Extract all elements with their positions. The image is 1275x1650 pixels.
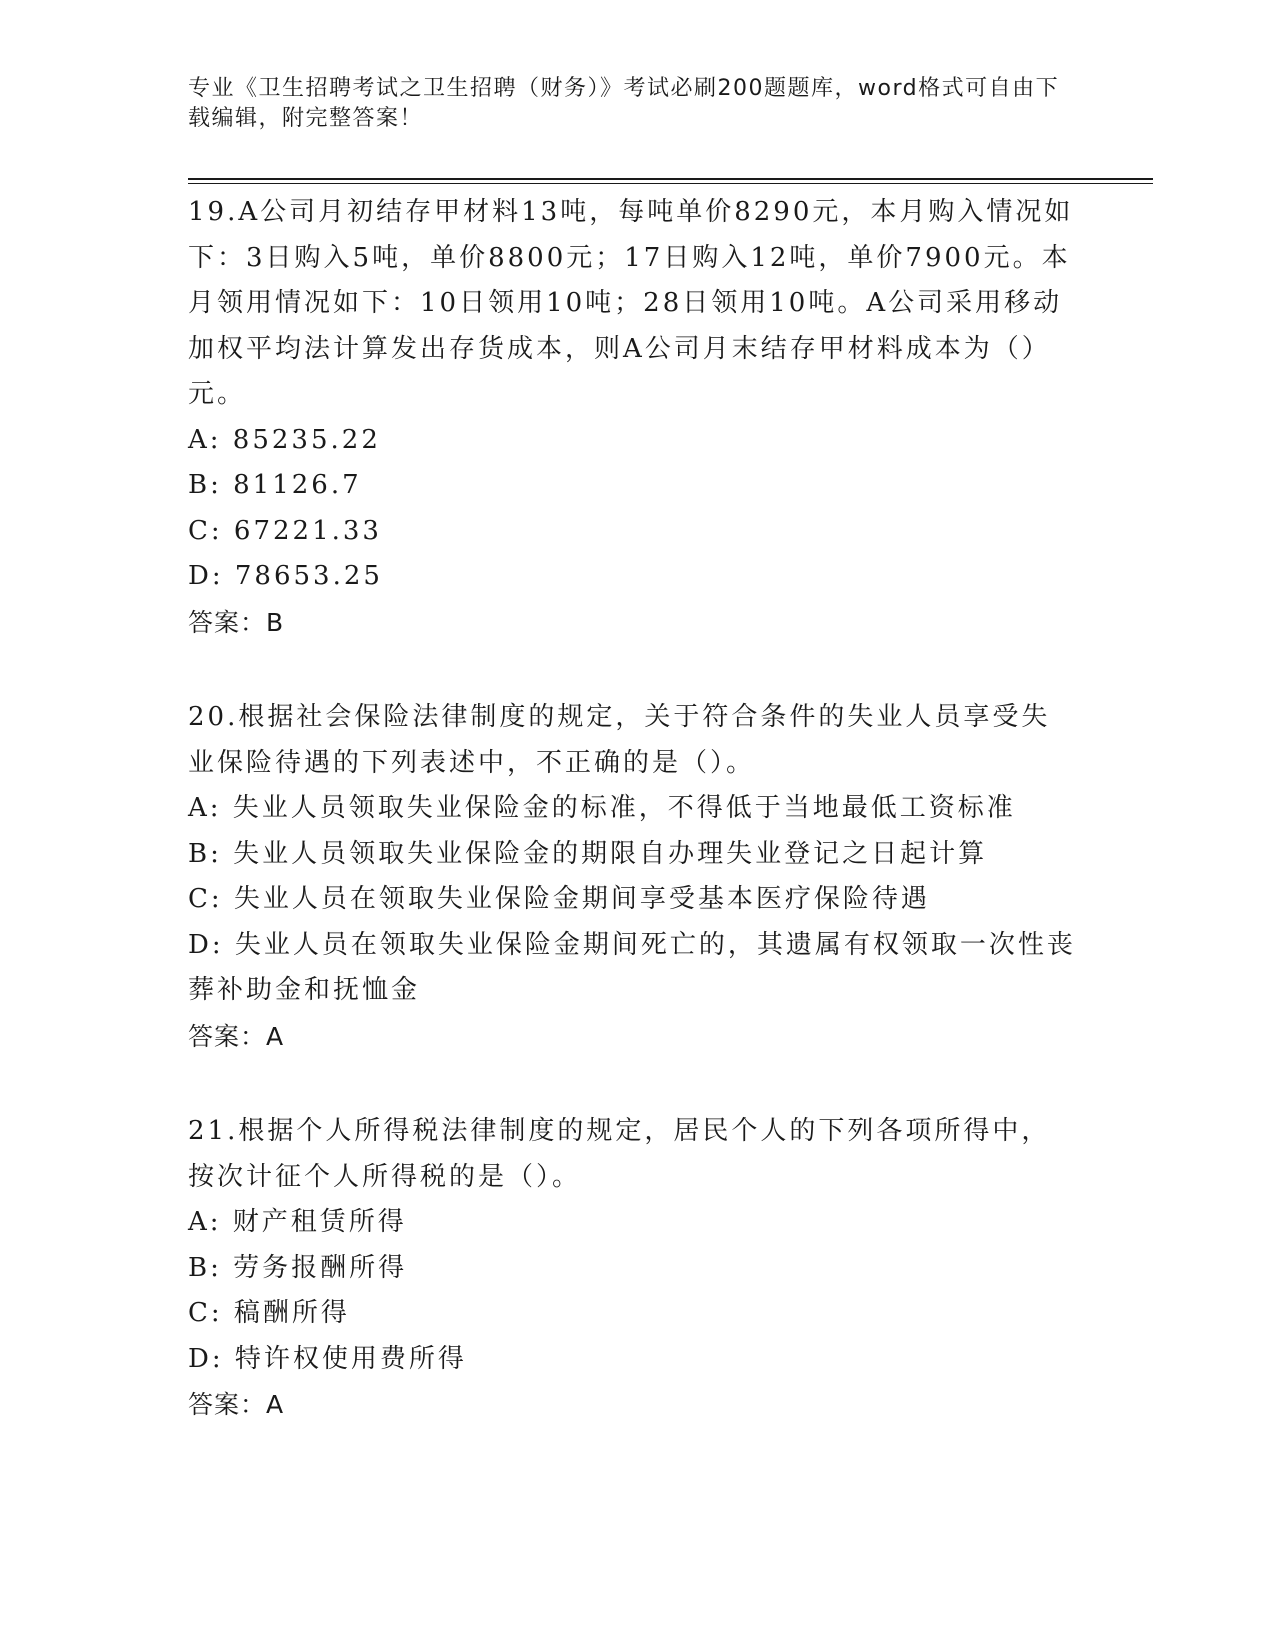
document-header: 专业《卫生招聘考试之卫生招聘（财务）》考试必刷200题题库，word格式可自由下载编辑，附完整答案！ xyxy=(188,76,1060,131)
option-c: C: 失业人员在领取失业保险金期间享受基本医疗保险待遇 xyxy=(188,884,930,914)
answer-line: 答案：B xyxy=(188,607,285,637)
question-stem: 20.根据社会保险法律制度的规定，关于符合条件的失业人员享受失业保险待遇的下列表述中，不正确的是（）。 xyxy=(188,702,1051,778)
option-c: C: 67221.33 xyxy=(188,515,382,546)
option-a: A: 85235.22 xyxy=(188,424,381,455)
option-b: B: 81126.7 xyxy=(188,470,362,500)
question-spacer xyxy=(188,1059,1078,1109)
option-d: D: 失业人员在领取失业保险金期间死亡的，其遗属有权领取一次性丧葬补助金和抚恤金 xyxy=(188,929,1076,1005)
answer-line: 答案：A xyxy=(188,1021,285,1051)
option-a: A: 失业人员领取失业保险金的标准，不得低于当地最低工资标准 xyxy=(188,793,1016,823)
question-list xyxy=(188,190,1078,1428)
question-19 xyxy=(188,190,1078,645)
header-divider-thin xyxy=(188,183,1153,184)
option-d: D: 78653.25 xyxy=(188,561,383,591)
option-a: A: 财产租赁所得 xyxy=(188,1207,407,1237)
option-b: B: 劳务报酬所得 xyxy=(188,1252,408,1283)
question-spacer xyxy=(188,645,1078,695)
question-stem: 21.根据个人所得税法律制度的规定，居民个人的下列各项所得中，按次计征个人所得税的是（）。 xyxy=(188,1116,1051,1192)
question-20 xyxy=(188,695,1078,1059)
question-stem: 19.A公司月初结存甲材料13吨，每吨单价8290元，本月购入情况如下：3日购入5吨，单价8800元；17日购入12吨，单价7900元。本月领用情况如下：10日领用10吨；28日领用10吨。A公司采用移动加权平均法计算发出存货成本，则A公司月末结存甲材料成本为（）元。 xyxy=(188,197,1074,409)
answer-line: 答案：A xyxy=(188,1390,285,1419)
option-c: C: 稿酬所得 xyxy=(188,1298,350,1328)
header-divider-thick xyxy=(188,178,1153,180)
option-b: B: 失业人员领取失业保险金的期限自办理失业登记之日起计算 xyxy=(188,838,988,869)
option-d: D: 特许权使用费所得 xyxy=(188,1343,467,1374)
question-21 xyxy=(188,1109,1078,1428)
